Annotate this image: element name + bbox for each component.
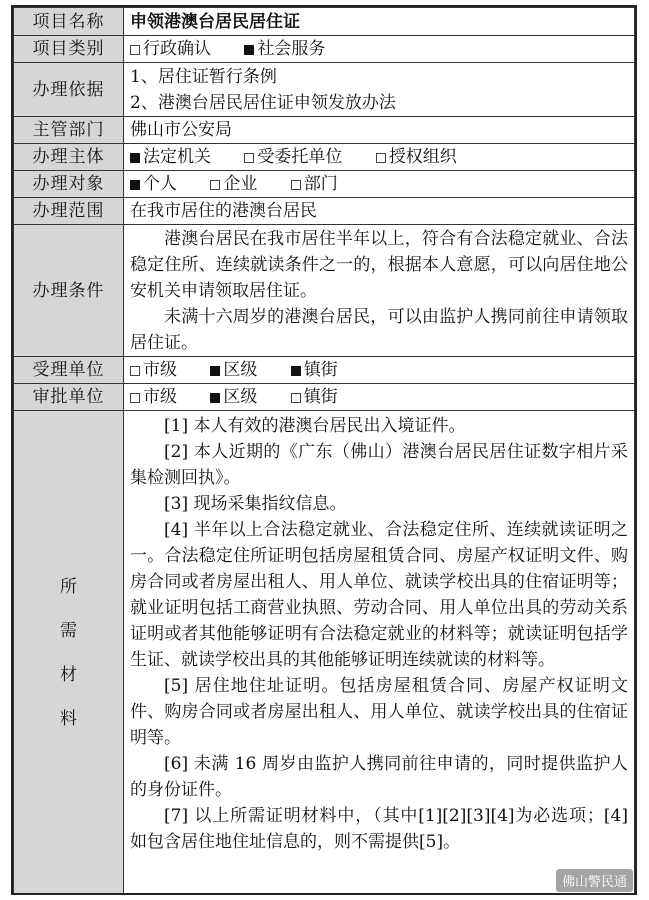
- conditions-paragraph: 未满十六周岁的港澳台居民，可以由监护人携同前往申请领取居住证。: [130, 306, 628, 353]
- option-label: 市级: [143, 387, 177, 407]
- label-dept: 主管部门: [14, 117, 124, 144]
- label-item-type: 项目类别: [14, 36, 124, 63]
- row-accept-unit: [14, 357, 635, 384]
- checkbox-icon: [130, 393, 140, 403]
- checkbox-icon: [291, 180, 301, 190]
- option-label: 市级: [143, 360, 177, 380]
- option-approve-2: [291, 384, 338, 410]
- basis-line: 2、港澳台居民居住证申领发放办法: [130, 92, 396, 113]
- materials-label-char: 料: [60, 709, 77, 729]
- option-accept-2: [291, 357, 338, 383]
- label-conditions: 办理条件: [14, 225, 124, 357]
- options-target: [124, 171, 635, 198]
- basis-line: 1、居住证暂行条例: [130, 66, 277, 87]
- options-approve-unit: [124, 384, 635, 411]
- checkbox-icon: [291, 393, 301, 403]
- checkbox-icon: [130, 45, 140, 55]
- option-label: 区级: [223, 387, 258, 407]
- option-subject-1: [244, 144, 342, 170]
- value-item-name: 申领港澳台居民居住证: [124, 8, 635, 36]
- row-conditions: [14, 225, 635, 357]
- option-label: 镇街: [303, 387, 338, 407]
- materials-label-char: 所: [60, 577, 77, 597]
- materials-paragraph: [5] 居住地住址证明。包括房屋租赁合同、房屋产权证明文件、购房合同或者房屋出租人、用人单位、就读学校出具的住宿证明等。: [130, 676, 628, 748]
- value-basis: [124, 63, 635, 117]
- checkbox-checked-icon: [210, 366, 220, 376]
- options-subject: [124, 144, 635, 171]
- option-label: 镇街: [303, 360, 338, 380]
- service-info-table: [13, 7, 635, 895]
- checkbox-checked-icon: [210, 393, 220, 403]
- option-approve-1: [210, 384, 257, 410]
- row-item-type: [14, 36, 635, 63]
- checkbox-checked-icon: [244, 45, 254, 55]
- option-accept-0: [130, 357, 177, 383]
- value-materials: [124, 411, 635, 896]
- option-accept-1: [210, 357, 257, 383]
- option-label: 部门: [303, 174, 338, 194]
- label-basis: 办理依据: [14, 63, 124, 117]
- value-dept: 佛山市公安局: [124, 117, 635, 144]
- materials-label-char: 需: [60, 621, 77, 641]
- materials-paragraph: [4] 半年以上合法稳定就业、合法稳定住所、连续就读证明之一。合法稳定住所证明包括房屋租赁合同、房屋产权证明文件、购房合同或者房屋出租人、用人单位、就读学校出具的住宿证明等；就业证明包括工商营业执照、劳动合同、用人单位出具的劳动关系证明或者其他能够证明有合法稳定就业的材料等；就读证明包括学生证、就读学校出具的其他能够证明连续就读的材料等。: [130, 520, 628, 670]
- checkbox-checked-icon: [130, 180, 140, 190]
- option-item-type-0: [130, 36, 211, 62]
- option-label: 企业: [223, 174, 258, 194]
- option-label: 受委托单位: [257, 147, 343, 167]
- label-materials: [14, 411, 124, 896]
- label-target: 办理对象: [14, 171, 124, 198]
- label-scope: 办理范围: [14, 198, 124, 225]
- options-item-type: [124, 36, 635, 63]
- checkbox-icon: [376, 153, 386, 163]
- option-label: 个人: [143, 174, 177, 194]
- value-conditions: [124, 225, 635, 357]
- row-subject: [14, 144, 635, 171]
- option-target-1: [210, 171, 257, 197]
- option-label: 区级: [223, 360, 258, 380]
- label-subject: 办理主体: [14, 144, 124, 171]
- conditions-paragraph: 港澳台居民在我市居住半年以上，符合有合法稳定就业、合法稳定住所、连续就读条件之一的，根据本人意愿，可以向居住地公安机关申请领取居住证。: [130, 228, 628, 301]
- option-item-type-1: [244, 36, 325, 62]
- option-label: 行政确认: [143, 39, 211, 59]
- row-dept: [14, 117, 635, 144]
- option-target-0: [130, 171, 177, 197]
- options-accept-unit: [124, 357, 635, 384]
- label-approve-unit: 审批单位: [14, 384, 124, 411]
- watermark-logo: 佛山警民通: [556, 869, 633, 892]
- materials-label-char: 材: [60, 665, 77, 685]
- row-item-name: [14, 8, 635, 36]
- row-target: [14, 171, 635, 198]
- label-item-name: 项目名称: [14, 8, 124, 36]
- option-subject-2: [376, 144, 457, 170]
- label-accept-unit: 受理单位: [14, 357, 124, 384]
- checkbox-icon: [210, 180, 220, 190]
- option-label: 社会服务: [257, 39, 326, 59]
- materials-paragraph: [7] 以上所需证明材料中，（其中[1][2][3][4]为必选项；[4]如包含居住地住址信息的，则不需提供[5]。: [130, 806, 628, 852]
- checkbox-checked-icon: [130, 153, 140, 163]
- value-scope: 在我市居住的港澳台居民: [124, 198, 635, 225]
- row-scope: [14, 198, 635, 225]
- option-target-2: [291, 171, 338, 197]
- option-approve-0: [130, 384, 177, 410]
- option-label: 授权组织: [388, 147, 457, 167]
- checkbox-icon: [244, 153, 254, 163]
- materials-paragraph: [2] 本人近期的《广东（佛山）港澳台居民居住证数字相片采集检测回执》。: [130, 442, 628, 488]
- service-form-sheet: [11, 5, 637, 895]
- row-materials: [14, 411, 635, 896]
- checkbox-icon: [130, 366, 140, 376]
- materials-paragraph: [3] 现场采集指纹信息。: [164, 494, 347, 514]
- row-basis: [14, 63, 635, 117]
- option-label: 法定机关: [143, 147, 211, 167]
- materials-paragraph: [6] 未满 16 周岁由监护人携同前往申请的，同时提供监护人的身份证件。: [130, 754, 628, 800]
- materials-paragraph: [1] 本人有效的港澳台居民出入境证件。: [164, 416, 466, 436]
- option-subject-0: [130, 144, 211, 170]
- checkbox-checked-icon: [291, 366, 301, 376]
- row-approve-unit: [14, 384, 635, 411]
